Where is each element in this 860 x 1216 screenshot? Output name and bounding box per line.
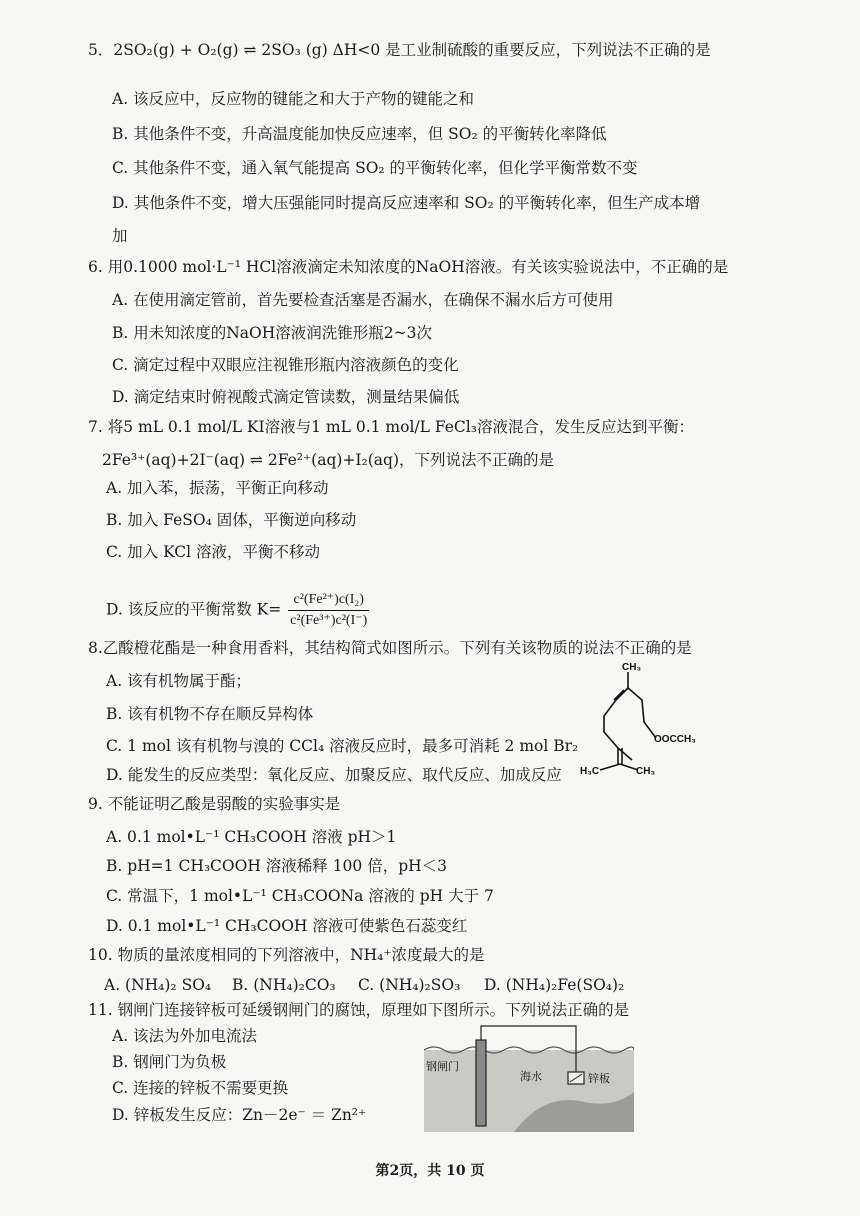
struct-label-ester: OOCCH₃ [654, 734, 696, 745]
steel-gate-plate [476, 1040, 486, 1126]
page-footer: 第2页，共 10 页 [375, 1163, 485, 1179]
q7-option-d [106, 590, 369, 631]
q11-stem: 11. 钢闸门连接锌板可延缓钢闸门的腐蚀，原理如下图所示。下列说法正确的是 [88, 1001, 630, 1019]
q11-option-d: D. 锌板发生反应：Zn－2e⁻ ＝ Zn²⁺ [112, 1106, 367, 1124]
q11-option-b: B. 钢闸门为负极 [112, 1053, 227, 1071]
q6-option-b: B. 用未知浓度的NaOH溶液润洗锥形瓶2~3次 [112, 324, 432, 342]
q5-option-a: A. 该反应中，反应物的键能之和大于产物的键能之和 [112, 90, 475, 108]
q5-option-d-cont: 加 [112, 227, 128, 245]
q6-option-a: A. 在使用滴定管前，首先要检查活塞是否漏水，在确保不漏水后方可使用 [112, 291, 614, 309]
zinc-label: 锌板 [588, 1072, 610, 1085]
q10-option-b: B. (NH₄)₂CO₃ [232, 976, 336, 994]
q11-option-a: A. 该法为外加电流法 [112, 1027, 258, 1045]
q9-option-a: A. 0.1 mol•L⁻¹ CH₃COOH 溶液 pH＞1 [106, 828, 397, 846]
q5-option-d: D. 其他条件不变，增大压强能同时提高反应速率和 SO₂ 的平衡转化率，但生产成本增 [112, 194, 701, 212]
equilibrium-constant-fraction [288, 590, 369, 631]
q5-stem: 5．2SO₂(g) + O₂(g) ⇌ 2SO₃ (g) ΔH<0 是工业制硫酸的重要反应，下列说法不正确的是 [88, 41, 711, 59]
q9-option-d: D. 0.1 mol•L⁻¹ CH₃COOH 溶液可使紫色石蕊变红 [106, 917, 468, 935]
q10-stem: 10. 物质的量浓度相同的下列溶液中，NH₄⁺浓度最大的是 [88, 946, 485, 964]
q6-option-c: C. 滴定过程中双眼应注视锥形瓶内溶液颜色的变化 [112, 356, 459, 374]
neryl-acetate-structure-figure [578, 660, 718, 775]
q5-option-c: C. 其他条件不变，通入氧气能提高 SO₂ 的平衡转化率，但化学平衡常数不变 [112, 159, 638, 177]
q9-option-c: C. 常温下，1 mol•L⁻¹ CH₃COONa 溶液的 pH 大于 7 [106, 887, 494, 905]
fraction-denominator: c²(Fe³⁺)c²(I⁻) [290, 613, 368, 628]
gate-label: 钢闸门 [426, 1060, 459, 1073]
steel-gate-zinc-figure [424, 1022, 634, 1132]
q8-option-c: C. 1 mol 该有机物与溴的 CCl₄ 溶液反应时，最多可消耗 2 mol Br₂ [106, 737, 579, 755]
q9-option-b: B. pH=1 CH₃COOH 溶液稀释 100 倍，pH＜3 [106, 857, 448, 875]
struct-label-top-methyl: CH₃ [622, 662, 642, 673]
q11-option-c: C. 连接的锌板不需要更换 [112, 1079, 289, 1097]
q7-option-b: B. 加入 FeSO₄ 固体，平衡逆向移动 [106, 511, 357, 529]
q7-option-a: A. 加入苯，振荡，平衡正向移动 [106, 479, 329, 497]
fraction-numerator: c²(Fe²⁺)c(I₂) [288, 590, 369, 611]
q5-option-b: B. 其他条件不变，升高温度能加快反应速率，但 SO₂ 的平衡转化率降低 [112, 125, 607, 143]
seawater-label: 海水 [520, 1070, 542, 1083]
q7-equation: 2Fe³⁺(aq)+2I⁻(aq) ⇌ 2Fe²⁺(aq)+I₂(aq)，下列说法不正确的是 [102, 451, 555, 469]
q8-option-a: A. 该有机物属于酯； [106, 672, 252, 690]
q9-stem: 9. 不能证明乙酸是弱酸的实验事实是 [88, 795, 341, 813]
q8-option-d: D. 能发生的反应类型：氧化反应、加聚反应、取代反应、加成反应 [106, 766, 562, 784]
q6-option-d: D. 滴定结束时俯视酸式滴定管读数，测量结果偏低 [112, 388, 460, 406]
q10-option-a: A. (NH₄)₂ SO₄ [104, 976, 212, 994]
q7-stem: 7. 将5 mL 0.1 mol/L KI溶液与1 mL 0.1 mol/L FeCl₃溶液混合，发生反应达到平衡： [88, 418, 694, 436]
struct-label-right-methyl: CH₃ [636, 766, 656, 775]
struct-label-left-methyl: H₃C [580, 766, 600, 775]
q8-option-b: B. 该有机物不存在顺反异构体 [106, 705, 314, 723]
q7-option-c: C. 加入 KCl 溶液，平衡不移动 [106, 543, 320, 561]
q6-stem: 6. 用0.1000 mol·L⁻¹ HCl溶液滴定未知浓度的NaOH溶液。有关该实验说法中，不正确的是 [88, 258, 729, 276]
q8-stem: 8.乙酸橙花酯是一种食用香料，其结构简式如图所示。下列有关该物质的说法不正确的是 [88, 639, 692, 657]
q10-option-c: C. (NH₄)₂SO₃ [358, 976, 461, 994]
q10-option-d: D. (NH₄)₂Fe(SO₄)₂ [484, 976, 625, 994]
q7-option-d-text: D. 该反应的平衡常数 K= [106, 600, 282, 619]
